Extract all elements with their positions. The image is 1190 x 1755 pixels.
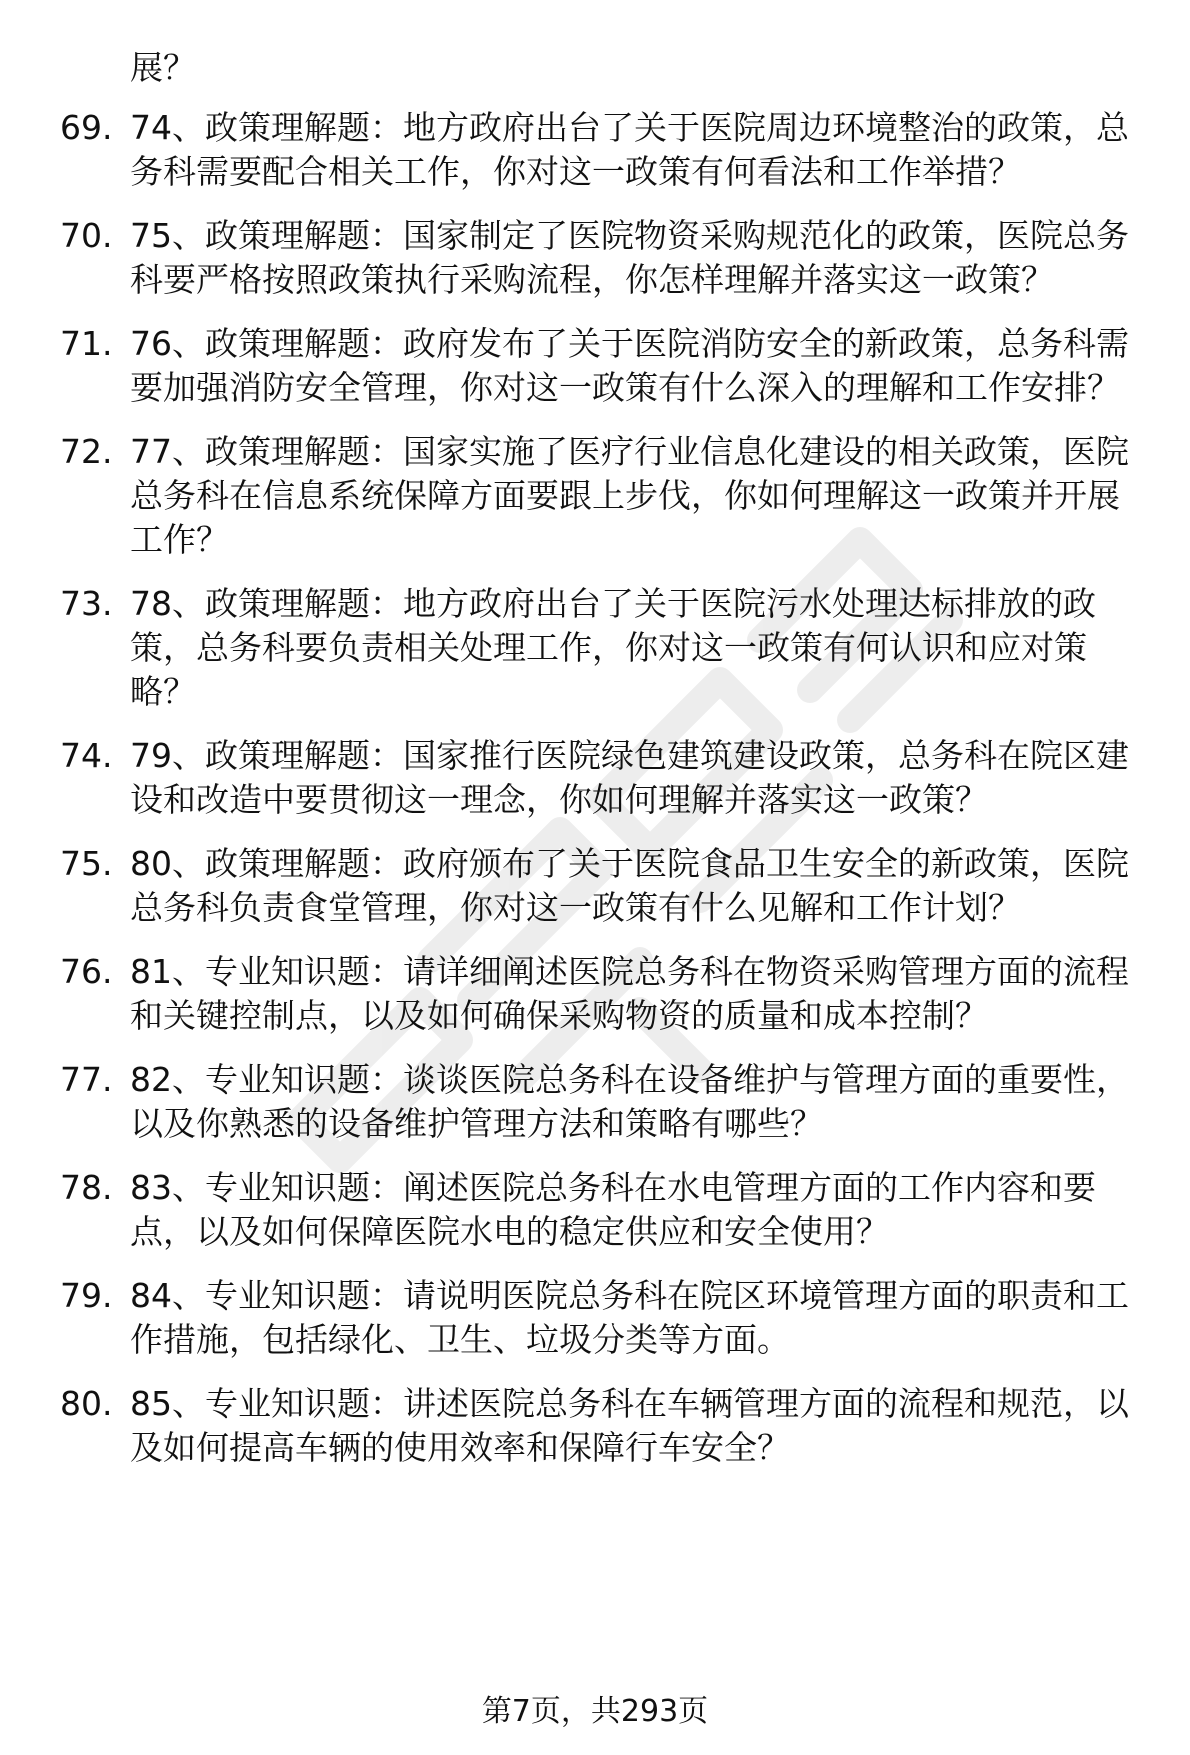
list-item	[0, 582, 1190, 714]
item-text: 74、政策理解题：地方政府出台了关于医院周边环境整治的政策，总务科需要配合相关工作，你对这一政策有何看法和工作举措？	[130, 108, 1129, 191]
item-text: 82、专业知识题：谈谈医院总务科在设备维护与管理方面的重要性，以及你熟悉的设备维护管理方法和策略有哪些？	[130, 1060, 1129, 1143]
question-list	[0, 46, 1190, 1490]
item-number: 74.	[60, 736, 113, 775]
list-item	[0, 1166, 1190, 1254]
item-text: 83、专业知识题：阐述医院总务科在水电管理方面的工作内容和要点，以及如何保障医院水电的稳定供应和安全使用？	[130, 1168, 1096, 1251]
item-number: 78.	[60, 1168, 113, 1207]
list-item	[0, 106, 1190, 194]
list-item	[0, 950, 1190, 1038]
item-number: 71.	[60, 324, 113, 363]
item-text: 81、专业知识题：请详细阐述医院总务科在物资采购管理方面的流程和关键控制点，以及如何确保采购物资的质量和成本控制？	[130, 952, 1129, 1035]
item-text: 80、政策理解题：政府颁布了关于医院食品卫生安全的新政策，医院总务科负责食堂管理，你对这一政策有什么见解和工作计划？	[130, 844, 1129, 927]
list-item	[0, 1274, 1190, 1362]
item-number: 79.	[60, 1276, 113, 1315]
list-item	[0, 430, 1190, 562]
page-footer: 第7页，共293页	[481, 1694, 709, 1729]
item-text: 76、政策理解题：政府发布了关于医院消防安全的新政策，总务科需要加强消防安全管理，你对这一政策有什么深入的理解和工作安排？	[130, 324, 1129, 407]
continued-text: 展？	[130, 48, 196, 87]
item-text: 78、政策理解题：地方政府出台了关于医院污水处理达标排放的政策，总务科要负责相关处理工作，你对这一政策有何认识和应对策略？	[130, 584, 1096, 711]
item-text: 84、专业知识题：请说明医院总务科在院区环境管理方面的职责和工作措施，包括绿化、卫生、垃圾分类等方面。	[130, 1276, 1129, 1359]
list-item	[0, 1058, 1190, 1146]
item-number: 75.	[60, 844, 113, 883]
item-text: 79、政策理解题：国家推行医院绿色建筑建设政策，总务科在院区建设和改造中要贯彻这一理念，你如何理解并落实这一政策？	[130, 736, 1129, 819]
item-number: 69.	[60, 108, 113, 147]
item-number: 77.	[60, 1060, 113, 1099]
item-number: 70.	[60, 216, 113, 255]
item-text: 77、政策理解题：国家实施了医疗行业信息化建设的相关政策，医院总务科在信息系统保障方面要跟上步伐，你如何理解这一政策并开展工作？	[130, 432, 1129, 559]
list-item	[0, 734, 1190, 822]
item-number: 76.	[60, 952, 113, 991]
item-number: 73.	[60, 584, 113, 623]
list-item	[0, 1382, 1190, 1470]
item-number: 80.	[60, 1384, 113, 1423]
list-item	[0, 322, 1190, 410]
list-item	[0, 842, 1190, 930]
item-number: 72.	[60, 432, 113, 471]
list-item	[0, 214, 1190, 302]
item-text: 75、政策理解题：国家制定了医院物资采购规范化的政策，医院总务科要严格按照政策执行采购流程，你怎样理解并落实这一政策？	[130, 216, 1129, 299]
item-text: 85、专业知识题：讲述医院总务科在车辆管理方面的流程和规范，以及如何提高车辆的使用效率和保障行车安全？	[130, 1384, 1129, 1467]
